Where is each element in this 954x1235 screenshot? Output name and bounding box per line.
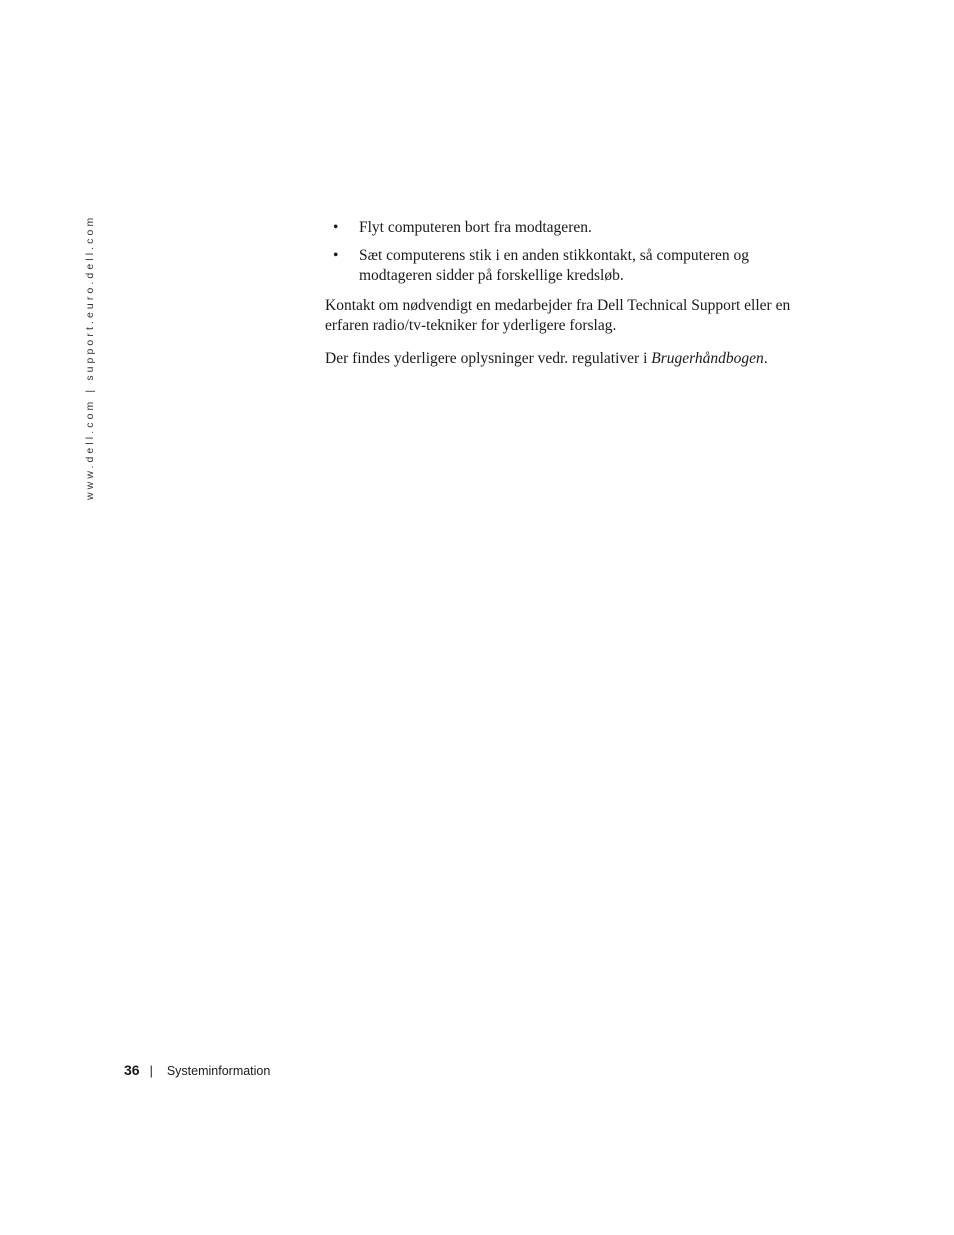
list-item-text: Flyt computeren bort fra modtageren.	[359, 219, 592, 236]
list-item	[325, 246, 825, 286]
page-footer	[124, 1062, 270, 1078]
bullet-icon: •	[333, 219, 339, 236]
paragraph-regulations-prefix: Der findes yderligere oplysninger vedr. regulativer i	[325, 350, 652, 367]
guide-title: Brugerhåndbogen	[651, 350, 764, 367]
page-number: 36	[124, 1062, 140, 1078]
side-url: www.dell.com | support.euro.dell.com	[84, 214, 96, 500]
bullet-icon: •	[333, 247, 339, 264]
paragraph-regulations-suffix: .	[763, 350, 768, 367]
section-title: Systeminformation	[166, 1064, 271, 1078]
paragraph-support: Kontakt om nødvendigt en medarbejder fra Dell Technical Support eller en erfaren radio/tv-tekniker for yderligere forslag.	[325, 297, 791, 334]
paragraph-regulations	[325, 349, 825, 369]
bullet-list	[325, 218, 825, 286]
list-item	[325, 218, 825, 238]
list-item-text: Sæt computerens stik i en anden stikkontakt, så computeren og modtageren sidder på forskellige kredsløb.	[359, 247, 750, 284]
main-content	[325, 218, 825, 382]
footer-separator: |	[149, 1064, 153, 1078]
